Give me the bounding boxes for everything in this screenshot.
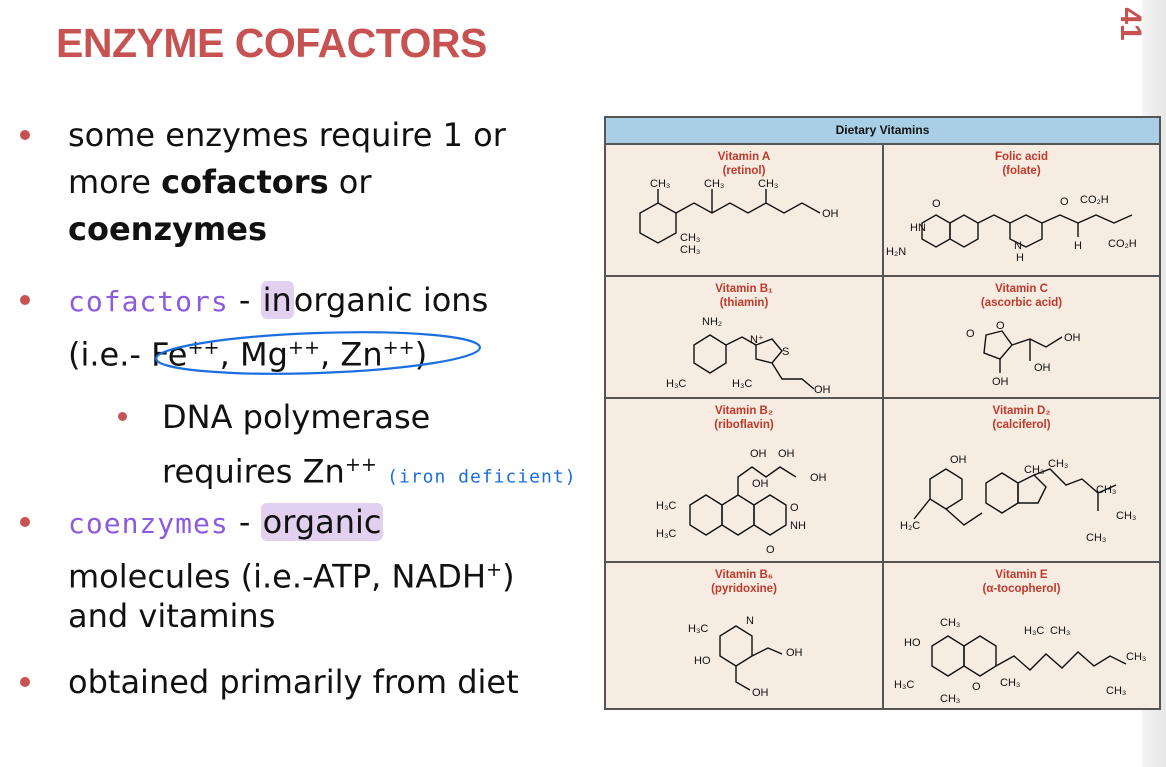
svg-text:O: O xyxy=(1060,196,1069,208)
svg-text:O: O xyxy=(966,328,975,340)
svg-text:CH₃: CH₃ xyxy=(1116,510,1137,522)
bullet-text-line xyxy=(68,112,506,159)
svg-text:CH₃: CH₃ xyxy=(1048,458,1069,470)
bullet-dot xyxy=(20,295,30,305)
svg-text:H₃C: H₃C xyxy=(688,623,709,635)
svg-text:OH: OH xyxy=(1064,332,1081,344)
vitamin-cell xyxy=(606,563,884,708)
bullet-text: organic ions xyxy=(293,281,489,319)
svg-text:CH₃: CH₃ xyxy=(940,693,961,705)
vitamin-alt-name: (calciferol) xyxy=(992,419,1051,431)
vitamin-cell xyxy=(606,145,884,277)
svg-text:OH: OH xyxy=(750,448,767,460)
structure-ascorbic-acid xyxy=(884,305,1157,397)
structure-tocopherol xyxy=(884,596,1157,708)
bullet-text-line xyxy=(68,206,267,253)
vitamin-label: Vitamin A xyxy=(717,151,771,163)
bullet-text: more xyxy=(68,163,151,201)
svg-text:CH₃: CH₃ xyxy=(1024,464,1045,476)
vitamin-cell xyxy=(884,277,1159,399)
svg-text:O: O xyxy=(766,544,775,556)
bullet-text-line xyxy=(162,441,577,501)
svg-text:OH: OH xyxy=(992,376,1009,388)
svg-text:CH₃: CH₃ xyxy=(680,244,701,256)
svg-text:OH: OH xyxy=(752,687,769,699)
bold-term-cofactors: cofactors xyxy=(161,163,329,201)
bullet-text: - xyxy=(228,281,261,319)
svg-text:HO: HO xyxy=(694,655,711,667)
svg-text:CO₂H: CO₂H xyxy=(1080,194,1109,206)
svg-text:OH: OH xyxy=(786,647,803,659)
highlight: organic xyxy=(262,503,382,541)
bullet-text-line: DNA polymerase xyxy=(162,398,431,436)
svg-text:H: H xyxy=(1074,240,1082,252)
highlight: in xyxy=(262,281,292,319)
vitamin-name xyxy=(606,404,882,432)
svg-text:OH: OH xyxy=(1034,362,1051,374)
vitamin-alt-name: (folate) xyxy=(1002,165,1041,177)
svg-text:OH: OH xyxy=(822,208,839,220)
bullet-text-line xyxy=(68,499,383,547)
vitamin-cell xyxy=(606,277,884,399)
svg-text:HO: HO xyxy=(904,637,921,649)
superscript: ++ xyxy=(344,453,377,476)
svg-text:OH: OH xyxy=(752,478,769,490)
vitamin-alt-name: (ascorbic acid) xyxy=(980,297,1063,309)
vitamin-label: Vitamin B₁ xyxy=(715,283,773,295)
svg-text:N: N xyxy=(746,615,754,627)
svg-text:H₂N: H₂N xyxy=(886,246,907,258)
bullet-text: or xyxy=(338,163,372,201)
bullet-text: ) xyxy=(502,557,515,596)
superscript: ++ xyxy=(382,336,415,359)
svg-text:NH₂: NH₂ xyxy=(702,316,723,328)
vitamin-label: Vitamin E xyxy=(995,569,1048,581)
handwritten-annotation: (iron deficient) xyxy=(387,466,577,488)
bullet-text: some enzymes require 1 or xyxy=(68,116,506,154)
vitamin-name xyxy=(884,404,1159,432)
hand-drawn-circle xyxy=(148,327,498,383)
bullet-dot xyxy=(20,130,30,140)
superscript: ++ xyxy=(287,336,321,359)
vitamin-label: Vitamin B₆ xyxy=(714,569,774,581)
vitamin-name xyxy=(884,150,1159,178)
slide-title: ENZYME COFACTORS xyxy=(56,20,487,66)
svg-text:CH₃: CH₃ xyxy=(1126,651,1147,663)
slide-number: 41 xyxy=(1114,7,1147,41)
svg-text:H₃C: H₃C xyxy=(732,378,753,390)
structure-thiamin xyxy=(606,305,882,397)
vitamin-name xyxy=(606,568,882,596)
vitamin-name xyxy=(606,150,882,178)
svg-text:O: O xyxy=(932,198,941,210)
superscript: ++ xyxy=(187,336,220,359)
svg-text:O: O xyxy=(972,681,981,693)
svg-text:CH₃: CH₃ xyxy=(1086,532,1107,544)
svg-text:CH₃: CH₃ xyxy=(758,178,779,190)
svg-text:CH₃: CH₃ xyxy=(940,617,961,629)
vitamin-alt-name: (pyridoxine) xyxy=(711,583,777,595)
svg-text:N⁺: N⁺ xyxy=(750,334,764,346)
svg-text:CH₃: CH₃ xyxy=(704,178,725,190)
vitamin-alt-name: (thiamin) xyxy=(719,297,769,309)
bullet-text: requires Zn xyxy=(162,452,345,491)
bold-term-coenzymes: coenzymes xyxy=(68,210,268,248)
bullet-text: ) xyxy=(414,335,428,374)
svg-text:CH₃: CH₃ xyxy=(1106,685,1127,697)
bullet-text: molecules (i.e.-ATP, NADH xyxy=(68,557,486,596)
vitamin-alt-name: (α-tocopherol) xyxy=(982,583,1061,595)
bullet-text: , Mg xyxy=(219,335,288,374)
handwritten-annotation: cofactors xyxy=(68,285,229,318)
svg-text:N: N xyxy=(1014,240,1022,252)
dietary-vitamins-table xyxy=(604,116,1161,710)
bullet-text-line: obtained primarily from diet xyxy=(68,663,519,701)
structure-riboflavin xyxy=(606,429,882,561)
svg-text:H₃C: H₃C xyxy=(894,679,915,691)
svg-text:CO₂H: CO₂H xyxy=(1108,238,1137,250)
svg-text:OH: OH xyxy=(778,448,795,460)
bullet-dot xyxy=(20,517,30,527)
svg-text:O: O xyxy=(996,320,1005,332)
bullet-text-line xyxy=(68,159,372,206)
table-header: Dietary Vitamins xyxy=(606,118,1159,145)
structure-calciferol xyxy=(884,429,1157,561)
svg-text:H₃C: H₃C xyxy=(656,528,677,540)
bullet-text-line: and vitamins xyxy=(68,597,276,635)
svg-text:OH: OH xyxy=(814,384,831,396)
vitamin-alt-name: (riboflavin) xyxy=(714,419,774,431)
svg-text:OH: OH xyxy=(950,454,967,466)
bullet-text-line xyxy=(68,277,488,325)
svg-text:CH₃: CH₃ xyxy=(1000,677,1021,689)
bullet-text: - xyxy=(228,503,261,541)
svg-text:H₃C: H₃C xyxy=(656,500,677,512)
svg-text:H₃C: H₃C xyxy=(1024,625,1045,637)
svg-text:H₂C: H₂C xyxy=(900,520,921,532)
svg-text:NH: NH xyxy=(790,520,806,532)
svg-text:H: H xyxy=(1016,252,1024,264)
svg-text:CH₃: CH₃ xyxy=(1096,484,1117,496)
vitamin-cell xyxy=(606,399,884,563)
bullet-text: (i.e.- Fe xyxy=(68,335,188,374)
svg-text:HN: HN xyxy=(910,222,926,234)
svg-text:S: S xyxy=(782,346,790,358)
vitamin-cell xyxy=(884,145,1159,277)
vitamin-label: Vitamin B₂ xyxy=(715,405,773,417)
vitamin-cell xyxy=(884,563,1159,708)
svg-text:CH₃: CH₃ xyxy=(1050,625,1071,637)
vitamin-label: Vitamin D₂ xyxy=(992,405,1051,417)
handwritten-annotation: coenzymes xyxy=(68,507,229,540)
svg-text:CH₃: CH₃ xyxy=(650,178,671,190)
structure-pyridoxine xyxy=(606,596,882,708)
structure-vitamin-a xyxy=(606,175,882,275)
svg-text:H₃C: H₃C xyxy=(666,378,687,390)
svg-text:OH: OH xyxy=(810,472,827,484)
bullet-text: , Zn xyxy=(320,335,383,374)
bullet-dot xyxy=(20,677,30,687)
vitamin-label: Folic acid xyxy=(994,151,1049,163)
bullet-dot xyxy=(118,412,127,421)
superscript: + xyxy=(486,558,503,581)
structure-folic-acid xyxy=(884,175,1157,275)
vitamin-name xyxy=(884,568,1159,596)
vitamin-alt-name: (retinol) xyxy=(722,165,766,177)
vitamin-label: Vitamin C xyxy=(995,283,1048,295)
vitamin-cell xyxy=(884,399,1159,563)
svg-text:O: O xyxy=(790,502,799,514)
svg-text:CH₃: CH₃ xyxy=(680,232,701,244)
